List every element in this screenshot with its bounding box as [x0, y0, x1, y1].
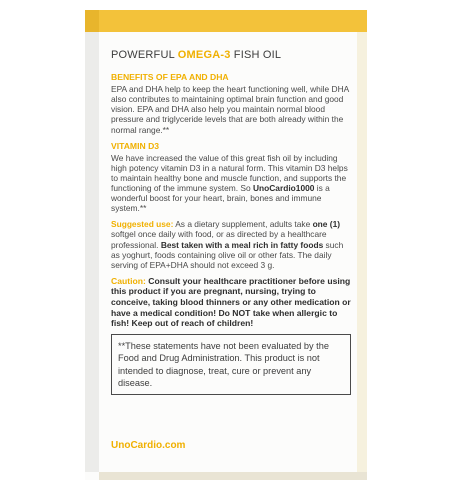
- fda-disclaimer: **These statements have not been evaluated by the Food and Drug Administration. This product is not intended to diagnose, treat, cure or prevent any disease.: [111, 334, 351, 396]
- usage-t2: softgel once daily with food, or as directed by a healthcare professional.: [111, 229, 327, 250]
- headline-accent: OMEGA-3: [177, 49, 231, 61]
- headline-pre: POWERFUL: [111, 49, 178, 61]
- benefits-title: BENEFITS OF EPA AND DHA: [111, 72, 229, 83]
- vitamin-text-1: We have increased the value of this great fish oil by including high potency vitamin D3 in a natural form. This vitamin D3 helps to maintain healthy bone and muscle function, and supports the functioning of the immune system. So: [111, 152, 348, 194]
- box-side-edge: [85, 32, 99, 472]
- website-url: UnoCardio.com: [111, 440, 186, 451]
- label-content: [111, 50, 351, 395]
- caution-text: [111, 276, 351, 329]
- caution-label: Caution:: [111, 275, 146, 286]
- product-box: [85, 10, 367, 480]
- usage-bold1: one (1): [312, 219, 341, 230]
- vitamin-text: [111, 153, 351, 214]
- usage-text: [111, 219, 351, 269]
- headline-post: FISH OIL: [230, 49, 282, 61]
- box-bottom-edge: [99, 472, 367, 480]
- vitamin-title: VITAMIN D3: [111, 140, 160, 151]
- usage-bold2: Best taken with a meal rich in fatty foods: [160, 239, 324, 250]
- benefits-text: EPA and DHA help to keep the heart functioning well, while DHA also contributes to maintaining optimal brain function and good vision. EPA and DHA also help you maintain normal blood pressure and triglyceride levels that are both already within the normal range.**: [111, 84, 349, 135]
- vitamin-brand: UnoCardio1000: [252, 183, 315, 194]
- top-yellow-band: [85, 10, 367, 32]
- caution-body: Consult your healthcare practitioner before using this product if you are pregnant, nursing, trying to conceive, taking blood thinners or any other medication or have a medical condition! Do NOT take when allergic to fish! Keep out of reach of children!: [111, 275, 351, 329]
- usage-t1: As a dietary supplement, adults take: [173, 219, 313, 230]
- box-right-edge: [357, 32, 367, 472]
- band-edge: [85, 10, 99, 32]
- usage-label: Suggested use:: [111, 219, 174, 230]
- headline: [111, 50, 351, 60]
- vitamin-text-2: is a wonderful boost for your heart, brain, bones and immune system.**: [111, 183, 330, 214]
- usage-t3: such as yoghurt, foods containing olive oil or other fats. The daily serving of EPA+DHA should not exceed 3 g.: [111, 239, 344, 270]
